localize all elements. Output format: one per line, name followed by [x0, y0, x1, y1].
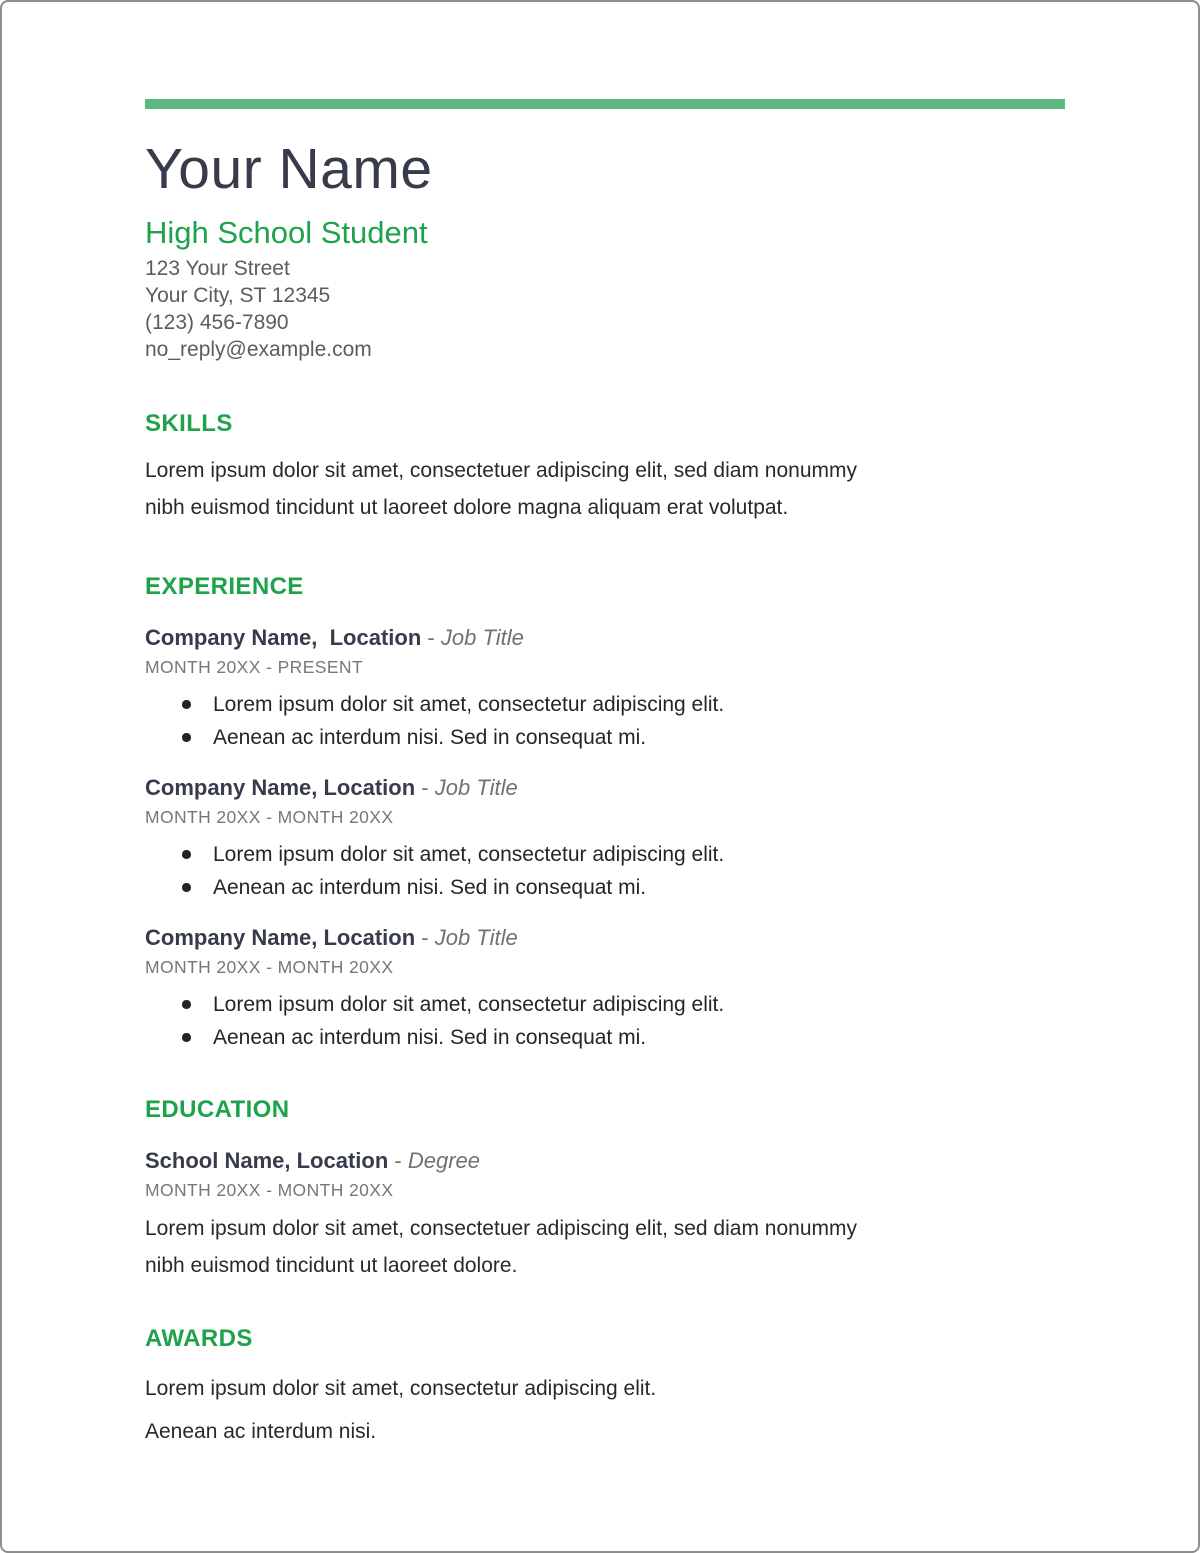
- experience-entry-title: [145, 923, 1061, 952]
- contact-street: 123 Your Street: [145, 257, 290, 280]
- experience-dates: MONTH 20XX - PRESENT: [145, 657, 364, 677]
- job-title: Job Title: [440, 625, 524, 650]
- section-experience: [145, 572, 1061, 1053]
- experience-bullets: [145, 839, 1061, 903]
- education-entry-title: [145, 1146, 1061, 1175]
- contact-block: [145, 255, 1061, 363]
- title-separator: -: [421, 925, 429, 950]
- bullet-item: Aenean ac interdum nisi. Sed in consequat mi.: [145, 1022, 1061, 1053]
- experience-bullets: [145, 989, 1061, 1053]
- contact-email: no_reply@example.com: [145, 338, 372, 361]
- title-separator: -: [421, 775, 429, 800]
- experience-entry: [145, 773, 1061, 903]
- education-entry: [145, 1146, 1061, 1284]
- experience-dates: MONTH 20XX - MONTH 20XX: [145, 957, 394, 977]
- experience-bullets: [145, 689, 1061, 753]
- job-title: Job Title: [434, 925, 518, 950]
- skills-body-line: Lorem ipsum dolor sit amet, consectetuer adipiscing elit, sed diam nonummy: [145, 459, 857, 482]
- section-education: [145, 1095, 1061, 1284]
- awards-heading: AWARDS: [145, 1325, 253, 1352]
- contact-phone: (123) 456-7890: [145, 311, 289, 334]
- experience-dates: MONTH 20XX - MONTH 20XX: [145, 807, 394, 827]
- title-separator: -: [394, 1148, 402, 1173]
- section-skills: [145, 409, 1061, 526]
- bullet-item: Lorem ipsum dolor sit amet, consectetur adipiscing elit.: [145, 689, 1061, 720]
- experience-entry: [145, 923, 1061, 1053]
- person-job-title: High School Student: [145, 215, 428, 250]
- experience-heading: EXPERIENCE: [145, 573, 304, 600]
- skills-body: [145, 452, 1061, 526]
- skills-heading: SKILLS: [145, 410, 233, 437]
- experience-entry-title: [145, 773, 1061, 802]
- education-body-line: Lorem ipsum dolor sit amet, consectetuer adipiscing elit, sed diam nonummy: [145, 1217, 857, 1240]
- company-name: Company Name, Location: [145, 775, 416, 800]
- degree: Degree: [407, 1148, 480, 1173]
- resume-header: [145, 137, 1061, 363]
- awards-paragraph: Lorem ipsum dolor sit amet, consectetur adipiscing elit.: [145, 1377, 657, 1400]
- company-name: Company Name, Location: [145, 625, 422, 650]
- bullet-item: Aenean ac interdum nisi. Sed in consequat mi.: [145, 722, 1061, 753]
- section-awards: [145, 1324, 1061, 1447]
- bullet-item: Lorem ipsum dolor sit amet, consectetur adipiscing elit.: [145, 839, 1061, 870]
- bullet-item: Lorem ipsum dolor sit amet, consectetur adipiscing elit.: [145, 989, 1061, 1020]
- accent-bar: [145, 99, 1065, 109]
- skills-body-line: nibh euismod tincidunt ut laoreet dolore magna aliquam erat volutpat.: [145, 496, 789, 519]
- title-separator: -: [427, 625, 435, 650]
- experience-entry-title: [145, 623, 1061, 652]
- education-body: [145, 1210, 1061, 1284]
- awards-paragraph: Aenean ac interdum nisi.: [145, 1420, 377, 1443]
- bullet-item: Aenean ac interdum nisi. Sed in consequat mi.: [145, 872, 1061, 903]
- education-heading: EDUCATION: [145, 1096, 290, 1123]
- education-dates: MONTH 20XX - MONTH 20XX: [145, 1180, 394, 1200]
- person-name: Your Name: [145, 137, 433, 201]
- school-name: School Name, Location: [145, 1148, 389, 1173]
- experience-entry: [145, 623, 1061, 753]
- contact-city: Your City, ST 12345: [145, 284, 331, 307]
- company-name: Company Name, Location: [145, 925, 416, 950]
- education-body-line: nibh euismod tincidunt ut laoreet dolore.: [145, 1254, 518, 1277]
- job-title: Job Title: [434, 775, 518, 800]
